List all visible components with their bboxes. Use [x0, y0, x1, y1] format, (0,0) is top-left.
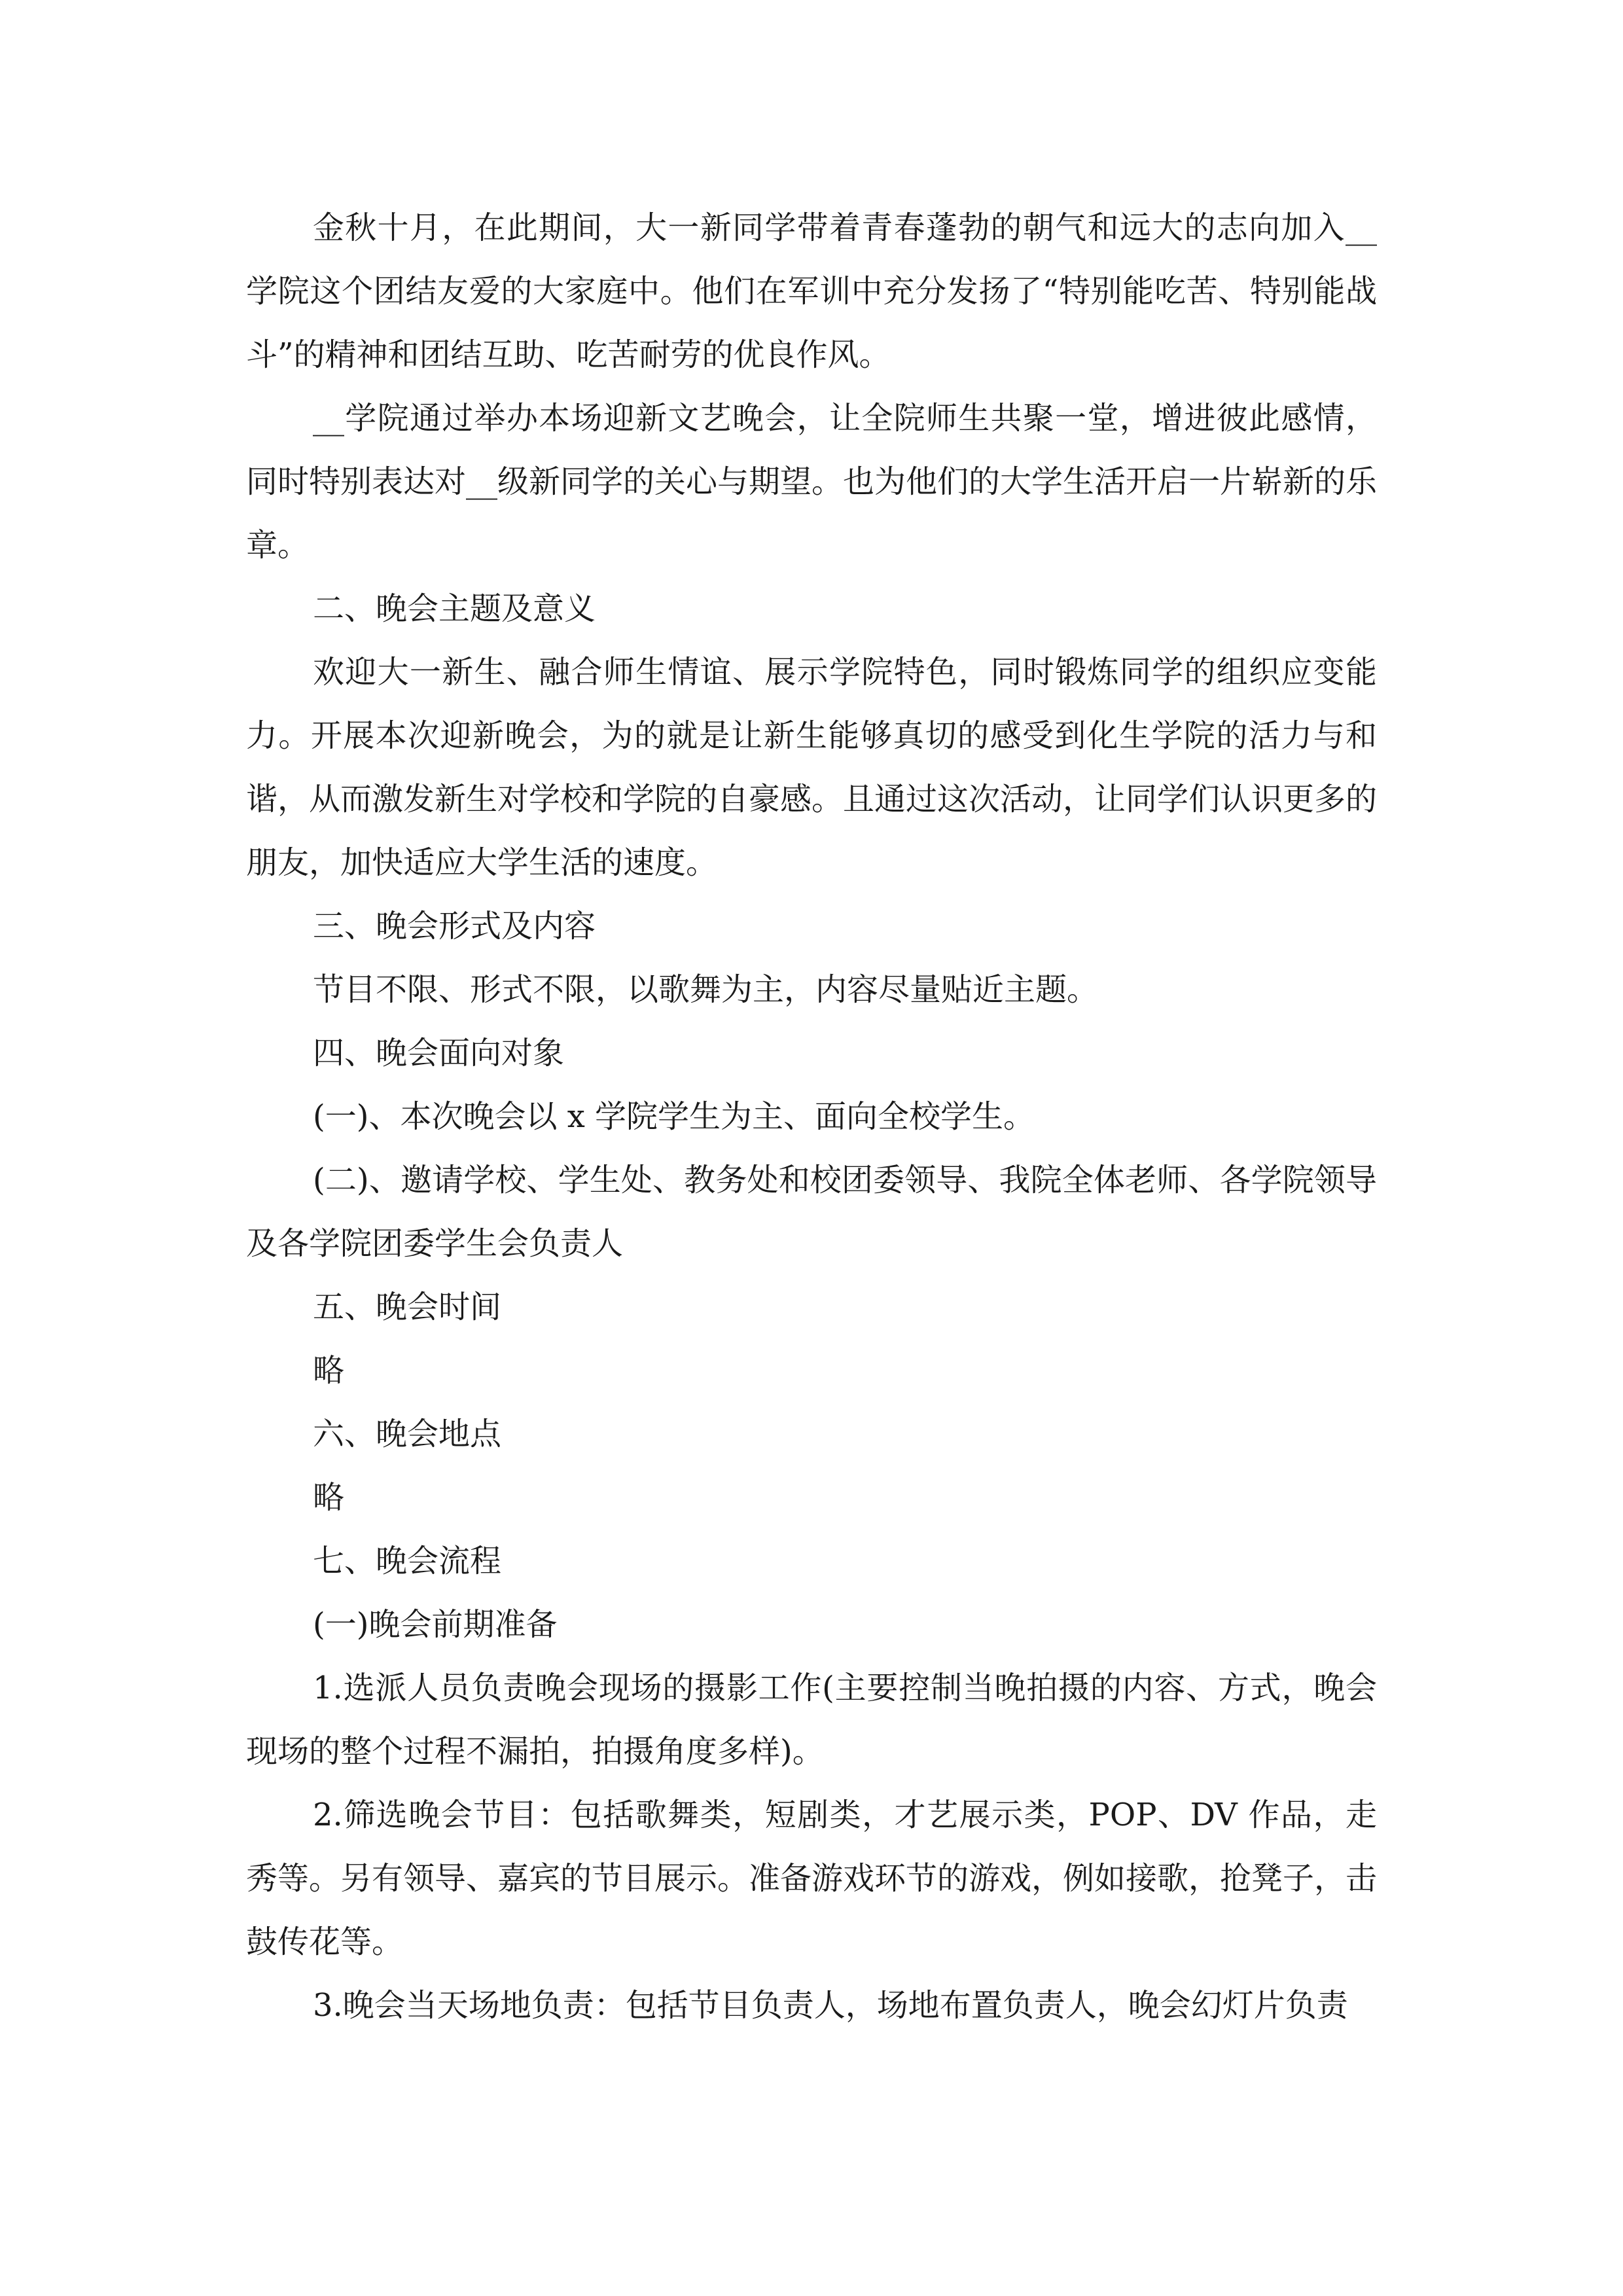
paragraph-audience-1: (一)、本次晚会以 x 学院学生为主、面向全校学生。: [313, 1098, 1035, 1135]
heading-process: 七、晚会流程: [313, 1543, 502, 1579]
paragraph-intro: 金秋十月，在此期间，大一新同学带着青春蓬勃的朝气和远大的志向加入__学院这个团结友爱的大家庭中。他们在军训中充分发扬了“特别能吃苦、特别能战斗”的精神和团结互助、吃苦耐劳的优良作风。: [246, 209, 1377, 373]
paragraph-purpose: __学院通过举办本场迎新文艺晚会，让全院师生共聚一堂，增进彼此感情，同时特别表达对__级新同学的关心与期望。也为他们的大学生活开启一片崭新的乐章。: [246, 400, 1378, 564]
list-item-photography: 1.选派人员负责晚会现场的摄影工作(主要控制当晚拍摄的内容、方式，晚会现场的整个过程不漏拍，拍摄角度多样)。: [246, 1670, 1377, 1770]
list-item-programs: 2.筛选晚会节目：包括歌舞类，短剧类，才艺展示类，POP、DV 作品，走秀等。另有领导、嘉宾的节目展示。准备游戏环节的游戏，例如接歌，抢凳子，击鼓传花等。: [246, 1797, 1378, 1960]
paragraph-audience-2: (二)、邀请学校、学生处、教务处和校团委领导、我院全体老师、各学院领导及各学院团委学生会负责人: [246, 1162, 1377, 1262]
heading-format: 三、晚会形式及内容: [313, 908, 596, 944]
paragraph-location: 略: [313, 1479, 345, 1516]
heading-audience: 四、晚会面向对象: [313, 1035, 565, 1071]
paragraph-theme: 欢迎大一新生、融合师生情谊、展示学院特色，同时锻炼同学的组织应变能力。开展本次迎新晚会，为的就是让新生能够真切的感受到化生学院的活力与和谐，从而激发新生对学校和学院的自豪感。且通过这次活动，让同学们认识更多的朋友，加快适应大学生活的速度。: [246, 654, 1378, 881]
heading-time: 五、晚会时间: [313, 1289, 502, 1325]
paragraph-time: 略: [313, 1352, 345, 1389]
heading-theme: 二、晚会主题及意义: [313, 590, 596, 627]
document-body: [246, 196, 1377, 2037]
heading-location: 六、晚会地点: [313, 1416, 502, 1452]
list-item-venue: 3.晚会当天场地负责：包括节目负责人，场地布置负责人，晚会幻灯片负责: [313, 1987, 1348, 2024]
paragraph-format: 节目不限、形式不限，以歌舞为主，内容尽量贴近主题。: [313, 971, 1099, 1008]
subheading-preparation: (一)晚会前期准备: [313, 1606, 558, 1643]
